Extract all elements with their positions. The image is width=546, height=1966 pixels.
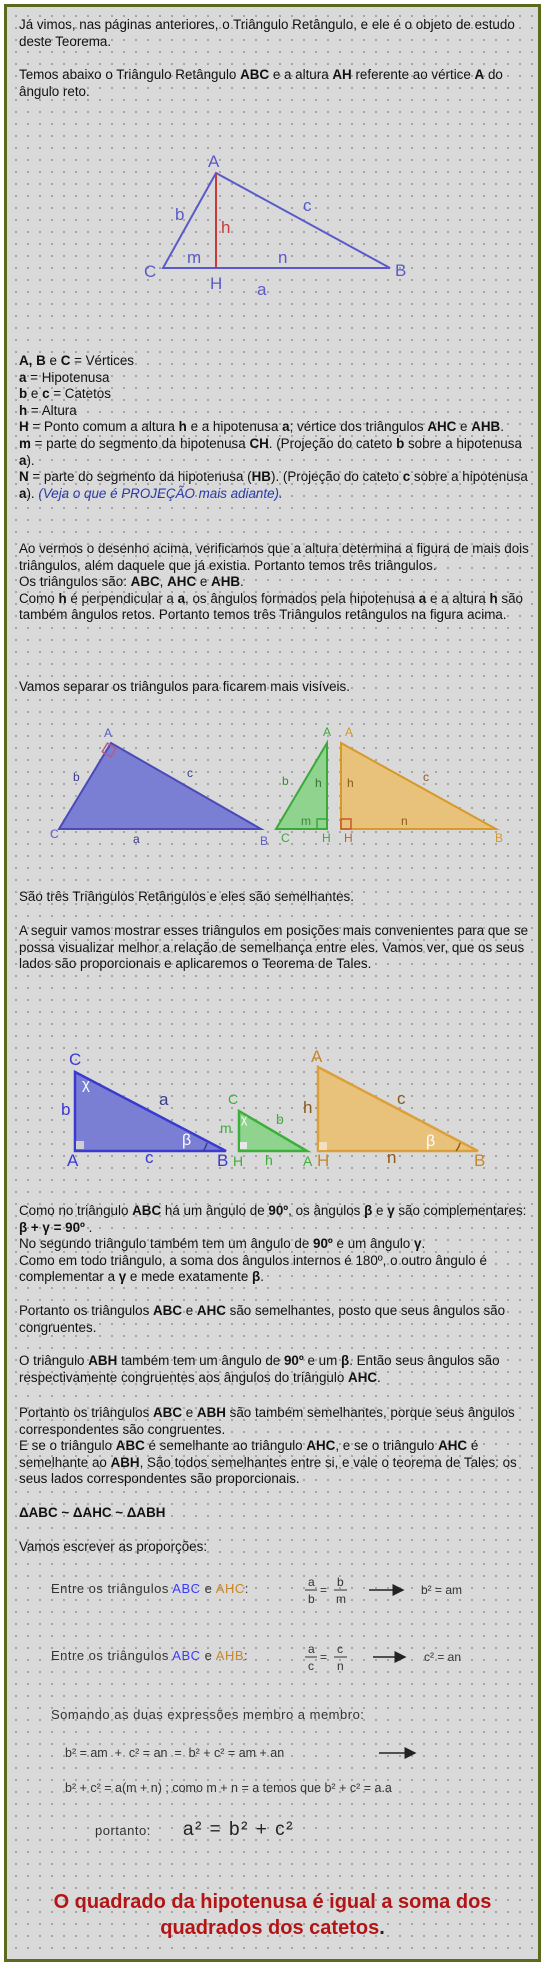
triangle-ahb-filled xyxy=(341,743,496,829)
label-B: B xyxy=(260,834,269,848)
similarity-statement: ΔABC ~ ΔAHC ~ ΔABH xyxy=(19,1505,166,1520)
label-C: C xyxy=(144,262,157,281)
angles-paragraph-5: O triângulo ABH também tem um ângulo de 90º e um β. Então seus ângulos são respectivamente congruentes aos ângulos do triângulo AHC. xyxy=(19,1353,500,1385)
page-frame xyxy=(4,4,541,1962)
def-vertices: A, B e C = Vértices xyxy=(19,353,134,368)
label-c: c xyxy=(423,770,429,784)
fraction-numerator: b xyxy=(337,1575,344,1589)
def-point-h: H = Ponto comum a altura h e a hipotenusa a; vértice dos triângulos AHC e AHB. xyxy=(19,419,504,435)
label-a: a xyxy=(257,280,267,299)
height-label: AH xyxy=(332,67,352,82)
sum-intro: Somando as duas expressões membro a membro: xyxy=(51,1707,365,1722)
def-legs: b e c = Catetos xyxy=(19,386,111,402)
label-n: n xyxy=(401,814,408,828)
label-B: B xyxy=(395,261,407,280)
triangle-abc-filled xyxy=(59,743,261,829)
label-c: c xyxy=(187,766,193,780)
label-A: A xyxy=(208,152,220,171)
separate-sentence: Vamos separar os triângulos para ficarem mais visíveis. xyxy=(19,679,350,694)
similar-sentence: São três Triângulos Retângulos e eles são semelhantes. xyxy=(19,889,354,904)
vertex-label: A xyxy=(474,67,485,82)
label-b: b xyxy=(73,770,80,784)
label-A: A xyxy=(323,725,332,739)
para2-sentence-1: Ao vermos o desenho acima, verificamos que a altura determina a figura de mais dois triângulos, além daquele que já existia. Portanto temos três triângulos. xyxy=(19,541,529,573)
intro-text-1: Já vimos, nas páginas anteriores, o Triângulo Retângulo, e ele é o objeto de estudo deste Teorema. xyxy=(19,17,515,49)
intro-paragraph-2 xyxy=(19,67,529,100)
label-B: B xyxy=(495,831,504,845)
fraction-denominator: c xyxy=(308,1659,314,1673)
triangle-ahb-repositioned xyxy=(318,1067,478,1151)
angles-sentence-2: No segundo triângulo também tem um ângulo de 90º e um ângulo γ. xyxy=(19,1236,426,1252)
angles-sentence-1: Como no triângulo ABC há um ângulo de 90º, os ângulos β e γ são complementares: β + γ = 90º . xyxy=(19,1203,527,1235)
label-C: C xyxy=(50,827,59,841)
proportions-intro: Vamos escrever as proporções: xyxy=(19,1539,208,1554)
definitions-list xyxy=(19,353,529,502)
triangle-label: ABC xyxy=(240,67,270,82)
def-hypotenuse: a = Hipotenusa xyxy=(19,369,110,385)
label-beta: β xyxy=(426,1133,436,1150)
proportion-result-2: c² = an xyxy=(424,1650,462,1664)
label-H: H xyxy=(344,831,353,845)
def-height: h = Altura xyxy=(19,402,77,418)
right-angle-mark xyxy=(240,1142,247,1149)
label-m: m xyxy=(187,248,202,267)
label-h: h xyxy=(315,776,322,790)
angles-sentence-7: E se o triângulo ABC é semelhante ao triângulo AHC, e se o triângulo AHC é semelhante ao ABH, São todos semelhantes entre si, e vale o teorema de Tales: os seus lados correspondentes são proporcionais. xyxy=(19,1438,517,1487)
label-c: c xyxy=(303,196,312,215)
para2-sentence-2: Os triângulos são: ABC, AHC e AHB. xyxy=(19,574,244,590)
angles-block-1 xyxy=(19,1203,529,1286)
label-b: b xyxy=(282,774,289,788)
right-angle-mark xyxy=(76,1141,84,1149)
pythagorean-equation: a² = b² + c² xyxy=(183,1819,294,1840)
proportions-derivation xyxy=(37,1573,507,1849)
def-n: N = parte do segmento da hipotenusa (HB). (Projeção do cateto c sobre a hipotenusa a). (Veja o que é PROJEÇÃO mais adiante). xyxy=(19,469,528,501)
label-C: C xyxy=(69,1050,82,1069)
portanto-label: portanto: xyxy=(95,1823,151,1838)
label-b: b xyxy=(61,1100,71,1119)
label-A: A xyxy=(303,1153,313,1167)
figure-triangle-with-height xyxy=(127,147,427,307)
label-h: h xyxy=(265,1152,273,1167)
right-angle-mark xyxy=(319,1142,327,1150)
equals-sign: = xyxy=(320,1650,328,1664)
angles-sentence-6: Portanto os triângulos ABC e ABH são também semelhantes, porque seus ângulos correspondentes são congruentes. xyxy=(19,1405,515,1437)
intro-text: e a altura xyxy=(269,67,333,82)
equals-sign: = xyxy=(320,1583,328,1597)
fraction-numerator: a xyxy=(308,1575,315,1589)
label-A: A xyxy=(104,726,113,740)
label-n: n xyxy=(278,248,288,267)
figure-separated-triangles xyxy=(47,721,517,851)
label-b: b xyxy=(175,205,185,224)
sum-line-2: b² + c² = a(m + n) ; como m + n = a temos que b² + c² = a.a xyxy=(65,1781,392,1795)
def-m: m = parte do segmento da hipotenusa CH. (Projeção do cateto b sobre a hipotenusa a). xyxy=(19,435,522,468)
angles-block-6 xyxy=(19,1405,529,1488)
label-C: C xyxy=(281,831,290,845)
label-C: C xyxy=(228,1091,239,1107)
label-A: A xyxy=(67,1151,79,1167)
conclusion-dot: . xyxy=(379,1917,385,1939)
projection-link[interactable]: (Veja o que é PROJEÇÃO mais adiante). xyxy=(38,485,283,501)
label-n: n xyxy=(387,1148,397,1167)
label-B: B xyxy=(217,1151,229,1167)
label-m: m xyxy=(220,1120,232,1136)
label-a: a xyxy=(159,1090,169,1109)
conclusion xyxy=(7,1889,538,1941)
fraction-numerator: c xyxy=(337,1642,343,1656)
intro-text: Temos abaixo o Triângulo Retângulo xyxy=(19,67,241,82)
triangle-ahc-repositioned xyxy=(239,1111,307,1151)
intro-paragraph-1 xyxy=(19,17,529,50)
angles-sentence-3: Como em todo triângulo, a soma dos ângulos internos é 180º, o outro ângulo é complementar a γ e mede exatamente β. xyxy=(19,1252,487,1285)
label-h: h xyxy=(347,776,354,790)
triangle-abc-repositioned xyxy=(75,1072,226,1151)
proportion-row-2-label: Entre os triângulos ABC e AHB: xyxy=(51,1648,249,1663)
conclusion-line-2-wrap xyxy=(7,1915,538,1941)
label-c: c xyxy=(397,1089,406,1108)
para2-sentence-3: Como h é perpendicular a a, os ângulos formados pela hipotenusa a e a altura h são também ângulos retos. Portanto temos três Triângulos retângulos na figura acima. xyxy=(19,590,523,623)
fraction-denominator: m xyxy=(336,1592,346,1606)
fraction-numerator: a xyxy=(308,1642,315,1656)
intro-text: do ângulo reto. xyxy=(19,67,503,99)
label-chi: χ xyxy=(82,1076,90,1093)
label-beta: β xyxy=(182,1132,192,1149)
label-B: B xyxy=(474,1151,486,1167)
label-A: A xyxy=(311,1047,323,1066)
conclusion-line-1: O quadrado da hipotenusa é igual a soma dos xyxy=(53,1891,492,1913)
label-H: H xyxy=(317,1151,330,1167)
fraction-denominator: b xyxy=(308,1592,315,1606)
intro-text: referente ao vértice xyxy=(351,67,475,82)
angles-paragraph-4: Portanto os triângulos ABC e AHC são semelhantes, posto que seus ângulos são congruentes. xyxy=(19,1303,506,1335)
label-m: m xyxy=(301,814,311,828)
sum-line-1: b² = am + c² = an = b² + c² = am + an xyxy=(65,1746,285,1760)
label-h: h xyxy=(303,1098,313,1117)
proportion-result-1: b² = am xyxy=(421,1583,463,1597)
conclusion-line-2: quadrados dos catetos xyxy=(160,1917,380,1939)
three-triangles-paragraph xyxy=(19,541,529,624)
label-h: h xyxy=(221,218,231,237)
label-b: b xyxy=(276,1111,284,1127)
label-A: A xyxy=(345,725,354,739)
fraction-denominator: n xyxy=(337,1659,344,1673)
label-H: H xyxy=(233,1153,244,1167)
label-c: c xyxy=(145,1148,154,1167)
label-H: H xyxy=(210,274,223,293)
proportion-row-1-label: Entre os triângulos ABC e AHC: xyxy=(51,1581,249,1596)
show-paragraph: A seguir vamos mostrar esses triângulos em posições mais convenientes para que se possa visualizar melhor a relação de semelhança entre eles. Vamos ver, que os seus lados são proporcionais e aplicaremos o Teorema de Tales. xyxy=(19,923,529,972)
figure-repositioned-triangles xyxy=(57,1047,507,1167)
label-a: a xyxy=(133,832,140,846)
label-chi: χ xyxy=(241,1112,248,1126)
label-H: H xyxy=(322,831,331,845)
